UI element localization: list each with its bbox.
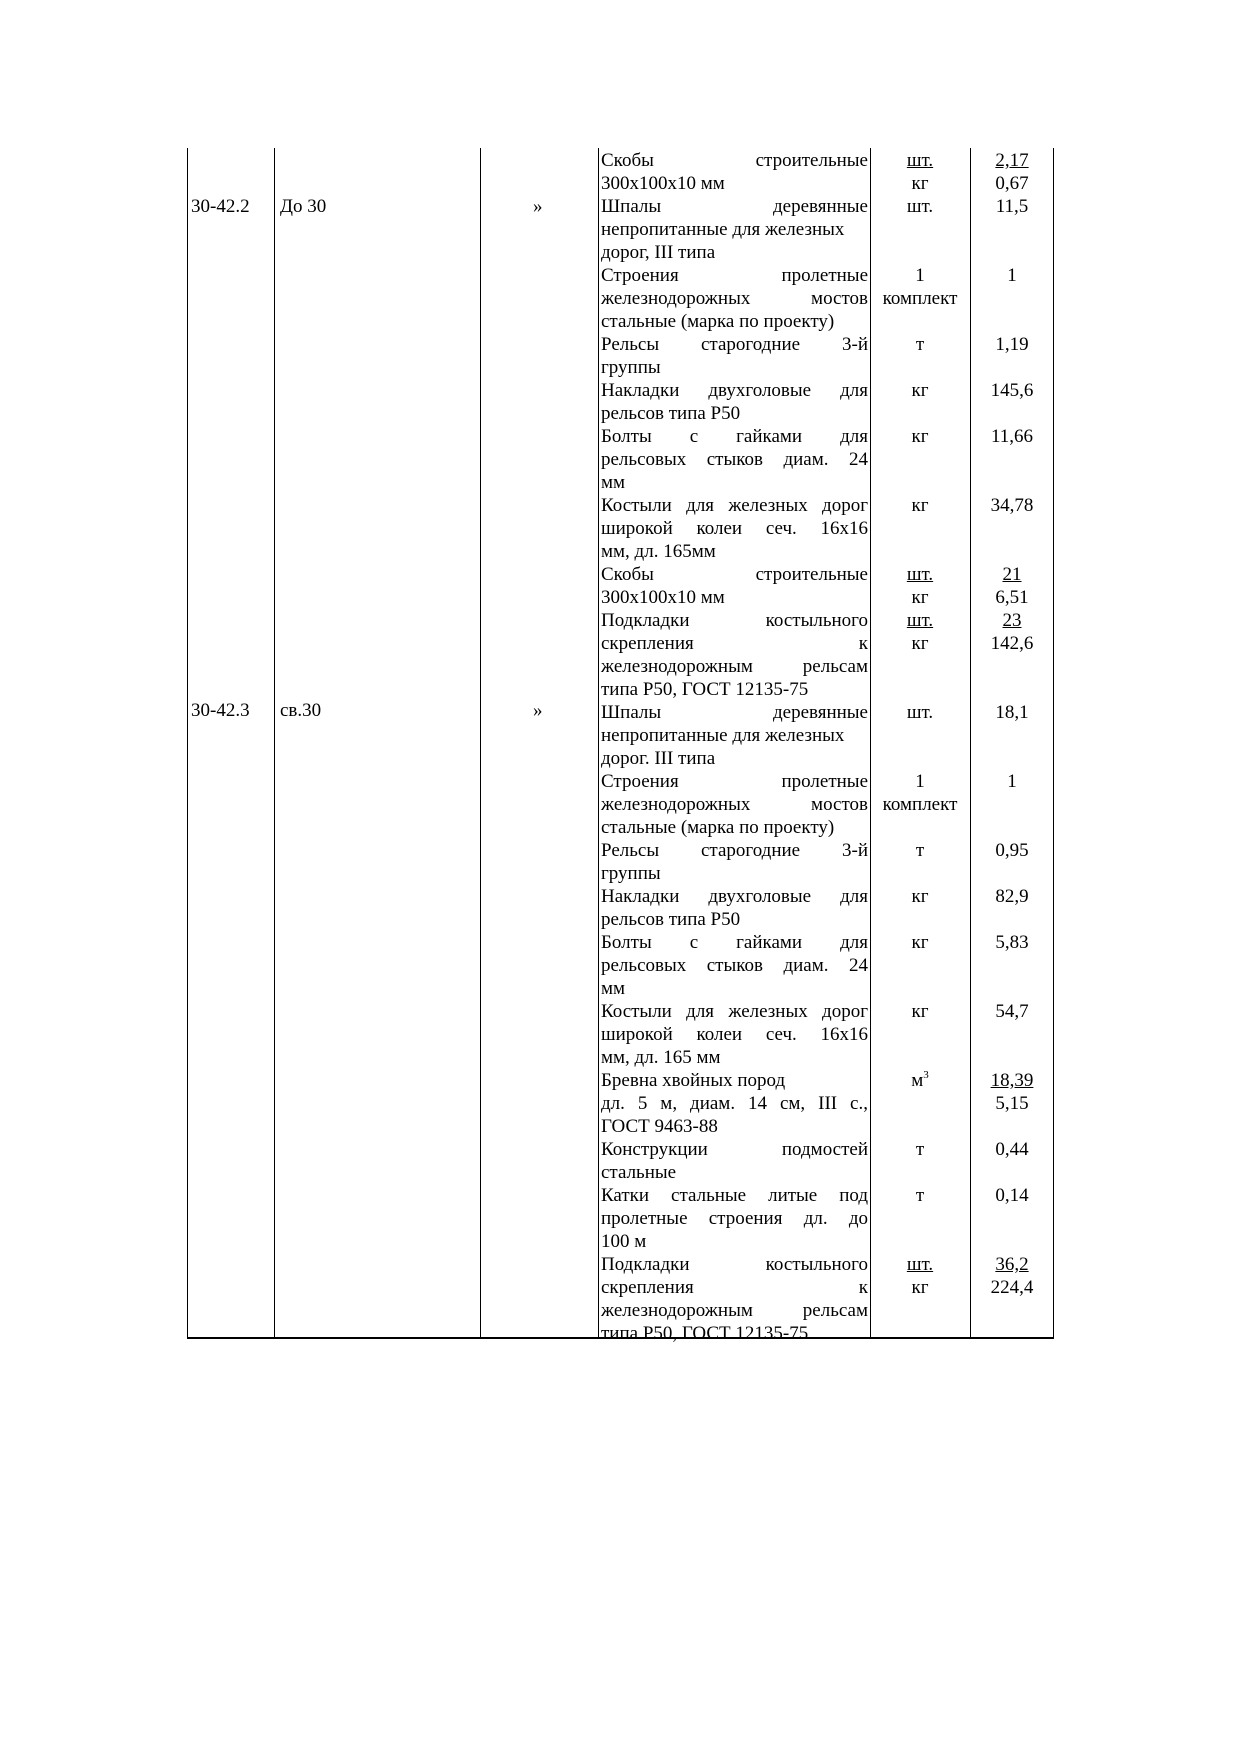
unit-value: т [915, 1139, 925, 1160]
column-divider-2 [480, 148, 481, 1338]
material-description [601, 839, 868, 885]
unit-value: 1 [915, 265, 925, 286]
material-description-line: Катки стальные литые под [601, 1185, 868, 1206]
material-unit [872, 770, 968, 816]
material-unit [872, 333, 968, 356]
unit-value: 1 [915, 771, 925, 792]
quantity-value: 5,83 [995, 932, 1029, 953]
material-description-line: типа Р50, ГОСТ 12135-75 [601, 679, 809, 700]
row-ditto-mark: » [533, 700, 543, 721]
material-description [601, 1000, 868, 1069]
material-description-line: дорог. III типа [601, 748, 716, 769]
quantity-value: 0,44 [995, 1139, 1029, 1160]
material-description [601, 425, 868, 494]
unit-value: шт. [906, 702, 934, 723]
material-description [601, 195, 868, 264]
material-quantity [972, 770, 1052, 793]
row-scope: До 30 [280, 196, 327, 217]
material-quantity [972, 1069, 1052, 1115]
unit-exponent: 3 [923, 1069, 929, 1081]
material-quantity [972, 494, 1052, 517]
material-description-line: Шпалы деревянные [601, 196, 868, 217]
quantity-numerator: 21 [1002, 564, 1022, 585]
material-description-line: дорог, III типа [601, 242, 716, 263]
material-quantity [972, 149, 1052, 195]
unit-denominator: кг [911, 587, 929, 608]
material-description-line: 300х100х10 мм [601, 173, 725, 194]
material-description-line: Рельсы старогодние 3-й [601, 840, 868, 861]
material-description-line: широкой колеи сеч. 16х16 [601, 1024, 868, 1045]
material-quantity [972, 333, 1052, 356]
quantity-denominator: 5,15 [995, 1093, 1029, 1114]
unit-value: комплект [882, 288, 958, 309]
quantity-numerator: 36,2 [995, 1254, 1029, 1275]
quantity-value: 145,6 [990, 380, 1034, 401]
quantity-denominator: 224,4 [990, 1277, 1034, 1298]
unit-value [872, 1069, 968, 1092]
column-divider-5 [970, 148, 971, 1338]
material-description-line: Подкладки костыльного [601, 1254, 868, 1275]
column-divider-1 [274, 493, 275, 1338]
material-description [601, 609, 868, 701]
material-quantity [972, 1184, 1052, 1207]
material-quantity [972, 609, 1052, 655]
quantity-value: 18,1 [995, 702, 1029, 723]
material-description-line: рельсов типа Р50 [601, 909, 741, 930]
unit-numerator: шт. [906, 150, 934, 171]
material-description-line: Шпалы деревянные [601, 702, 868, 723]
column-divider-1 [274, 148, 275, 493]
column-divider-3 [598, 148, 599, 1338]
table-border-left [187, 148, 188, 1338]
unit-value: кг [911, 1001, 929, 1022]
unit-value: комплект [882, 794, 958, 815]
material-unit [872, 379, 968, 402]
material-description [601, 149, 868, 195]
unit-value: кг [911, 426, 929, 447]
unit-denominator: кг [911, 633, 929, 654]
material-quantity [972, 195, 1052, 218]
material-description-line: мм, дл. 165мм [601, 541, 716, 562]
unit-value: т [915, 840, 925, 861]
material-description-line: скрепления к [601, 633, 868, 654]
unit-denominator: кг [911, 173, 929, 194]
material-description-line: Строения пролетные [601, 265, 868, 286]
material-description [601, 1069, 868, 1138]
material-description-line: Костыли для железных дорог [601, 1001, 868, 1022]
material-description-line: широкой колеи сеч. 16х16 [601, 518, 868, 539]
material-description-line: непропитанные для железных [601, 219, 845, 240]
material-unit [872, 149, 968, 195]
material-description [601, 1138, 868, 1184]
material-description-line: рельсовых стыков диам. 24 [601, 449, 868, 470]
unit-value: кг [911, 886, 929, 907]
quantity-value: 11,66 [990, 426, 1034, 447]
material-description-line: мм, дл. 165 мм [601, 1047, 721, 1068]
material-quantity [972, 425, 1052, 448]
material-description-line: стальные (марка по проекту) [601, 817, 835, 838]
unit-value: т [915, 334, 925, 355]
material-description-line: мм [601, 472, 626, 493]
material-description-line: Накладки двухголовые для [601, 380, 868, 401]
unit-value: кг [911, 932, 929, 953]
unit-value: кг [911, 495, 929, 516]
material-description-line: мм [601, 978, 626, 999]
material-description-line: Бревна хвойных пород [601, 1070, 786, 1091]
material-description-line: стальные (марка по проекту) [601, 311, 835, 332]
row-ditto-mark: » [533, 196, 543, 217]
material-unit [872, 1069, 968, 1092]
material-description-line: Костыли для железных дорог [601, 495, 868, 516]
quantity-denominator: 142,6 [990, 633, 1034, 654]
material-description-line: Конструкции подмостей [601, 1139, 868, 1160]
quantity-numerator: 18,39 [990, 1070, 1034, 1091]
quantity-denominator: 6,51 [995, 587, 1029, 608]
material-description [601, 1184, 868, 1253]
material-quantity [972, 701, 1052, 724]
material-unit [872, 425, 968, 448]
quantity-value: 54,7 [995, 1001, 1029, 1022]
material-description-line: непропитанные для железных [601, 725, 845, 746]
material-unit [872, 609, 968, 655]
material-description [601, 333, 868, 379]
material-quantity [972, 1000, 1052, 1023]
material-unit [872, 1184, 968, 1207]
material-description-line: Скобы строительные [601, 150, 868, 171]
material-quantity [972, 839, 1052, 862]
material-description [601, 885, 868, 931]
material-quantity [972, 1138, 1052, 1161]
material-description [601, 494, 868, 563]
material-description-line: 300х100х10 мм [601, 587, 725, 608]
material-description [601, 563, 868, 609]
unit-numerator: шт. [906, 610, 934, 631]
material-description-line: железнодорожных мостов [601, 288, 868, 309]
material-description [601, 701, 868, 770]
material-description-line: железнодорожным рельсам [601, 1300, 868, 1321]
table-border-right [1053, 148, 1054, 1338]
material-description [601, 379, 868, 425]
quantity-value: 0,14 [995, 1185, 1029, 1206]
unit-denominator: кг [911, 1277, 929, 1298]
material-description [601, 770, 868, 839]
material-description-line: 100 м [601, 1231, 647, 1252]
material-description [601, 264, 868, 333]
material-description-line: ГОСТ 9463-88 [601, 1116, 718, 1137]
unit-base: м [911, 1070, 924, 1091]
quantity-value: 34,78 [990, 495, 1034, 516]
material-quantity [972, 1253, 1052, 1299]
material-quantity [972, 885, 1052, 908]
material-quantity [972, 379, 1052, 402]
material-description-line: группы [601, 357, 661, 378]
material-description-line: Рельсы старогодние 3-й [601, 334, 868, 355]
quantity-denominator: 0,67 [995, 173, 1029, 194]
material-unit [872, 1000, 968, 1023]
unit-value: шт. [906, 196, 934, 217]
material-description-line: Подкладки костыльного [601, 610, 868, 631]
material-unit [872, 1138, 968, 1161]
row-code: 30-42.3 [191, 700, 250, 721]
quantity-value: 1 [1007, 771, 1017, 792]
material-description-line: Болты с гайками для [601, 426, 868, 447]
quantity-value: 1,19 [995, 334, 1029, 355]
material-description-line: железнодорожным рельсам [601, 656, 868, 677]
unit-numerator: шт. [906, 564, 934, 585]
material-unit [872, 701, 968, 724]
material-description-line: скрепления к [601, 1277, 868, 1298]
material-unit [872, 494, 968, 517]
quantity-value: 0,95 [995, 840, 1029, 861]
material-description-line: стальные [601, 1162, 677, 1183]
material-unit [872, 563, 968, 609]
material-unit [872, 931, 968, 954]
material-description-line: железнодорожных мостов [601, 794, 868, 815]
material-description-line: Строения пролетные [601, 771, 868, 792]
unit-value: кг [911, 380, 929, 401]
material-description-line: группы [601, 863, 661, 884]
material-unit [872, 1253, 968, 1299]
column-divider-4 [870, 148, 871, 1338]
quantity-numerator: 23 [1002, 610, 1022, 631]
unit-numerator: шт. [906, 1254, 934, 1275]
material-description [601, 931, 868, 1000]
material-description-line: рельсовых стыков диам. 24 [601, 955, 868, 976]
material-unit [872, 264, 968, 310]
material-description-line: Болты с гайками для [601, 932, 868, 953]
material-quantity [972, 931, 1052, 954]
material-description-line: дл. 5 м, диам. 14 см, III с., [601, 1093, 868, 1114]
material-description [601, 1253, 868, 1345]
quantity-numerator: 2,17 [995, 150, 1029, 171]
row-scope: св.30 [280, 700, 322, 721]
material-description-line: типа Р50, ГОСТ 12135-75 [601, 1323, 809, 1344]
material-description-line: рельсов типа Р50 [601, 403, 741, 424]
material-unit [872, 195, 968, 218]
quantity-value: 82,9 [995, 886, 1029, 907]
material-description-line: Накладки двухголовые для [601, 886, 868, 907]
quantity-value: 11,5 [995, 196, 1029, 217]
quantity-value: 1 [1007, 265, 1017, 286]
material-quantity [972, 563, 1052, 609]
material-quantity [972, 264, 1052, 287]
material-unit [872, 885, 968, 908]
material-description-line: Скобы строительные [601, 564, 868, 585]
unit-value: т [915, 1185, 925, 1206]
material-description-line: пролетные строения дл. до [601, 1208, 868, 1229]
row-code: 30-42.2 [191, 196, 250, 217]
material-unit [872, 839, 968, 862]
